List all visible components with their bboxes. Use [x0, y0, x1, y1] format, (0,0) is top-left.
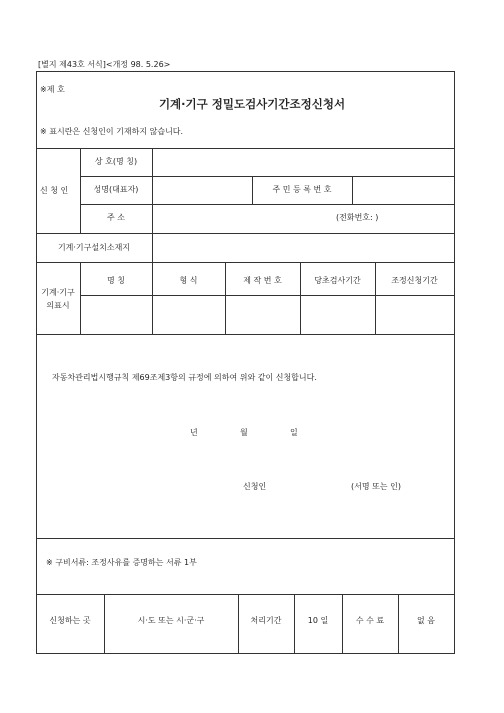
col-divider — [225, 262, 226, 334]
equipment-section-label: 의표시 — [46, 301, 70, 310]
fee-label: 수 수 료 — [355, 616, 385, 625]
processing-period-label: 처리기간 — [250, 616, 282, 625]
install-location-label: 기계·기구설치소재지 — [57, 243, 131, 252]
row-divider — [36, 233, 455, 234]
frame-bottom — [36, 653, 455, 654]
row-divider — [36, 262, 455, 263]
signature-or-seal-label: (서명 또는 인) — [351, 482, 401, 491]
frame-left — [36, 71, 37, 654]
phone-label: (전화번호: ) — [336, 213, 379, 222]
row-divider — [80, 176, 455, 177]
fee-value: 없 음 — [417, 616, 435, 625]
column-header-serial: 제 작 번 호 — [243, 276, 282, 285]
col-divider — [300, 262, 301, 334]
form-title: 기계·기구 정밀도검사기간조정신청서 — [158, 97, 346, 111]
date-year-label: 년 — [190, 428, 198, 437]
equipment-section-label: 기계·기구 — [41, 288, 75, 297]
applicant-signature-label: 신청인 — [243, 482, 267, 491]
submit-to-label: 신청하는 곳 — [49, 616, 91, 625]
processing-period-value: 10 일 — [307, 616, 329, 625]
row-divider — [80, 204, 455, 205]
applicant-section-label: 신 청 인 — [40, 186, 69, 195]
row-divider — [80, 295, 455, 296]
row-divider — [36, 594, 455, 595]
column-header-original-period: 당초검사기간 — [314, 276, 361, 285]
resident-number-label: 주 민 등 록 번 호 — [272, 185, 332, 194]
notice-text: ※ 표시란은 신청인이 기재하지 않습니다. — [40, 127, 184, 136]
date-month-label: 월 — [240, 428, 248, 437]
row-divider — [36, 538, 455, 539]
frame-right — [454, 71, 455, 654]
submit-to-value: 시·도 또는 시·군·구 — [137, 616, 205, 625]
date-day-label: 일 — [290, 428, 298, 437]
application-statement: 자동차관리법시행규칙 제69조제3항의 규정에 의하여 위와 같이 신청합니다. — [52, 373, 317, 382]
row-divider — [36, 334, 455, 335]
col-divider — [80, 262, 81, 334]
col-divider — [152, 148, 153, 233]
column-header-name: 명 칭 — [107, 276, 125, 285]
trade-name-label: 상 호(명 칭) — [94, 157, 138, 166]
row-divider — [36, 148, 455, 149]
col-divider — [152, 262, 153, 334]
frame-top — [36, 71, 455, 72]
col-divider — [352, 176, 353, 204]
representative-name-label: 성명(대표자) — [93, 185, 139, 194]
address-label: 주 소 — [107, 213, 125, 222]
receipt-number-label: ※제 호 — [40, 85, 65, 94]
required-documents: ※ 구비서류: 조정사유를 증명하는 서류 1부 — [46, 558, 197, 567]
column-header-model: 형 식 — [179, 276, 198, 285]
col-divider — [375, 262, 376, 334]
column-header-requested-period: 조정신청기간 — [391, 276, 438, 285]
col-divider — [152, 233, 153, 262]
form-number: [별지 제43호 서식]<개정 98. 5.26> — [38, 60, 171, 69]
